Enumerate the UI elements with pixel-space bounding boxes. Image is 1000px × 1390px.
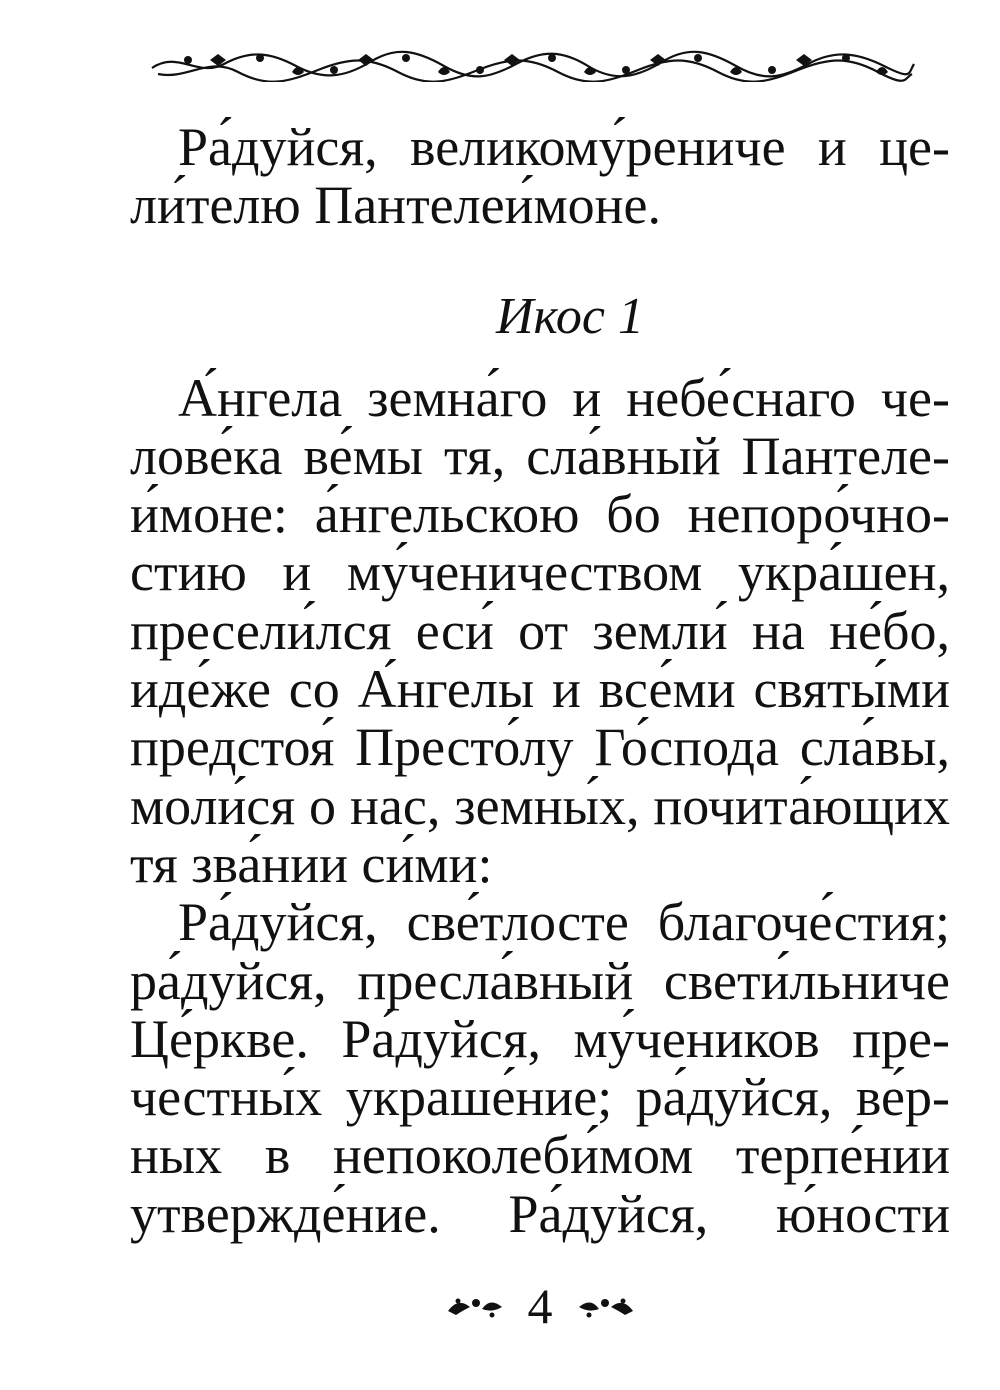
text-line: пресели́лся еси́ от земли́ на не́бо, — [130, 600, 950, 661]
floral-flourish-left-icon — [444, 1293, 506, 1319]
text-line: Ра́дуйся, великому́рениче и це- — [178, 117, 950, 177]
text-line: предстоя́ Престо́лу Го́спода сла́вы, — [130, 717, 950, 778]
text-line: и́моне: а́нгельскою бо непоро́чно- — [130, 484, 950, 545]
text-line: утвержде́ние. Ра́дуйся, ю́ности — [130, 1183, 950, 1244]
text-line: Ра́дуйся, све́тлосте благоче́стия; — [178, 892, 950, 953]
floral-flourish-right-icon — [575, 1293, 637, 1319]
page-folio — [430, 1278, 650, 1334]
text-line: иде́же со А́нгелы и все́ми святы́ми — [130, 659, 950, 720]
text-line: стию и му́ченичеством укра́шен, — [130, 542, 950, 603]
text-line: А́нгела земна́го и небе́снаго че- — [178, 367, 950, 428]
text-line: Це́ркве. Ра́дуйся, му́чеников пре- — [130, 1008, 950, 1069]
page-number: 4 — [527, 1278, 553, 1334]
section-heading: Икос 1 — [496, 287, 644, 345]
text-line: моли́ся о нас, земны́х, почита́ющих — [130, 775, 950, 836]
text-line: тя зва́нии си́ми: — [130, 833, 493, 894]
text-line: лове́ка ве́мы тя, сла́вный Пантеле- — [130, 425, 950, 486]
text-line: ра́дуйся, пресла́вный свети́льниче — [130, 950, 950, 1011]
page-text — [130, 118, 950, 1243]
floral-ornament-band-icon — [148, 44, 918, 82]
text-line: ных в непоколеби́мом терпе́нии — [130, 1125, 950, 1186]
text-line: честны́х украше́ние; ра́дуйся, ве́р- — [130, 1067, 950, 1128]
text-line: ли́телю Пантелеи́моне. — [130, 175, 661, 236]
